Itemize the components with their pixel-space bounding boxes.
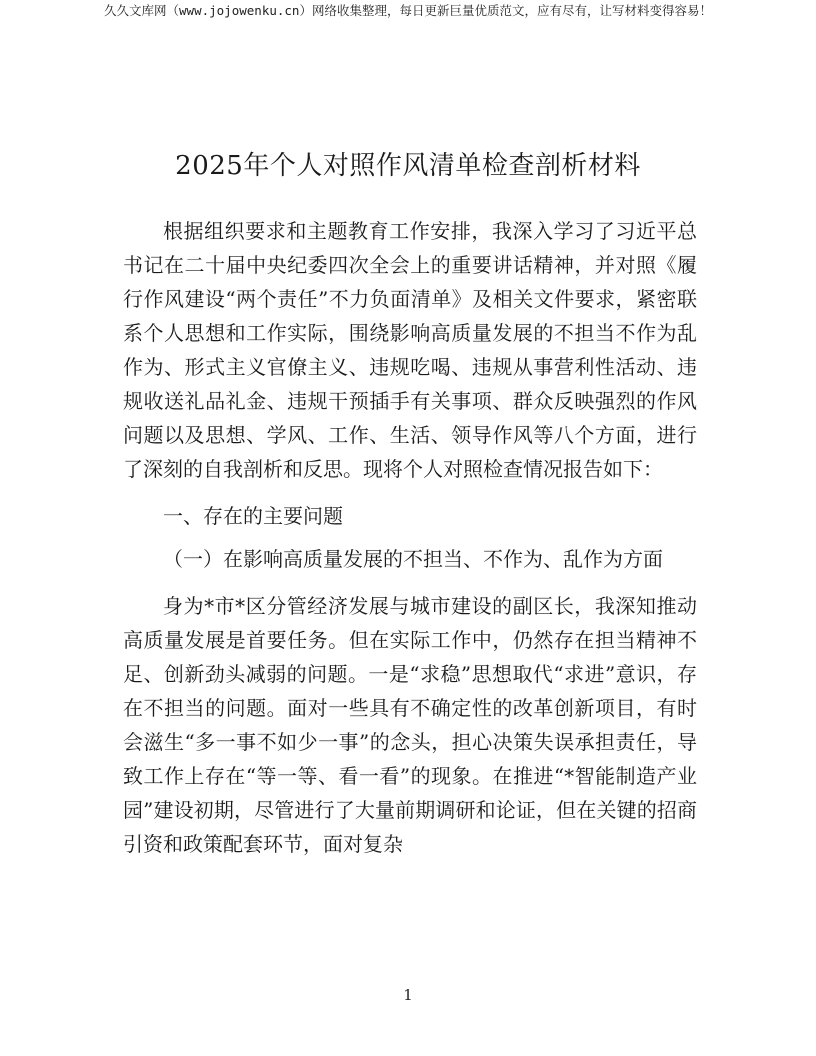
document-title: 2025年个人对照作风清单检查剖析材料 — [175, 151, 641, 181]
body-paragraph: 身为*市*区分管经济发展与城市建设的副区长，我深知推动高质量发展是首要任务。但在实际工作中，仍然存在担当精神不足、创新劲头减弱的问题。一是“求稳”思想取代“求进”意识，存在不担当的问题。面对一些具有不确定性的改革创新项目，有时会滋生“多一事不如少一事”的念头，担心决策失误承担责任，导致工作上存在“等一等、看一看”的现象。在推进“*智能制造产业园”建设初期，尽管进行了大量前期调研和论证，但在关键的招商引资和政策配套环节，面对复杂 — [123, 594, 697, 856]
document-body — [123, 214, 697, 861]
intro-paragraph: 根据组织要求和主题教育工作安排，我深入学习了习近平总书记在二十届中央纪委四次全会上的重要讲话精神，并对照《履行作风建设“两个责任”不力负面清单》及相关文件要求，紧密联系个人思想和工作实际，围绕影响高质量发展的不担当不作为乱作为、形式主义官僚主义、违规吃喝、违规从事营利性活动、违规收送礼品礼金、违规干预插手有关事项、群众反映强烈的作风问题以及思想、学风、工作、生活、领导作风等八个方面，进行了深刻的自我剖析和反思。现将个人对照检查情况报告如下： — [123, 219, 697, 481]
site-banner: 久久文库网（www.jojowenku.cn）网络收集整理，每日更新巨量优质范文，应有尽有，让写材料变得容易！ — [104, 3, 712, 18]
page-number: 1 — [403, 986, 413, 1004]
sub-section-heading: （一）在影响高质量发展的不担当、不作为、乱作为方面 — [163, 547, 663, 571]
section-heading: 一、存在的主要问题 — [163, 504, 343, 528]
